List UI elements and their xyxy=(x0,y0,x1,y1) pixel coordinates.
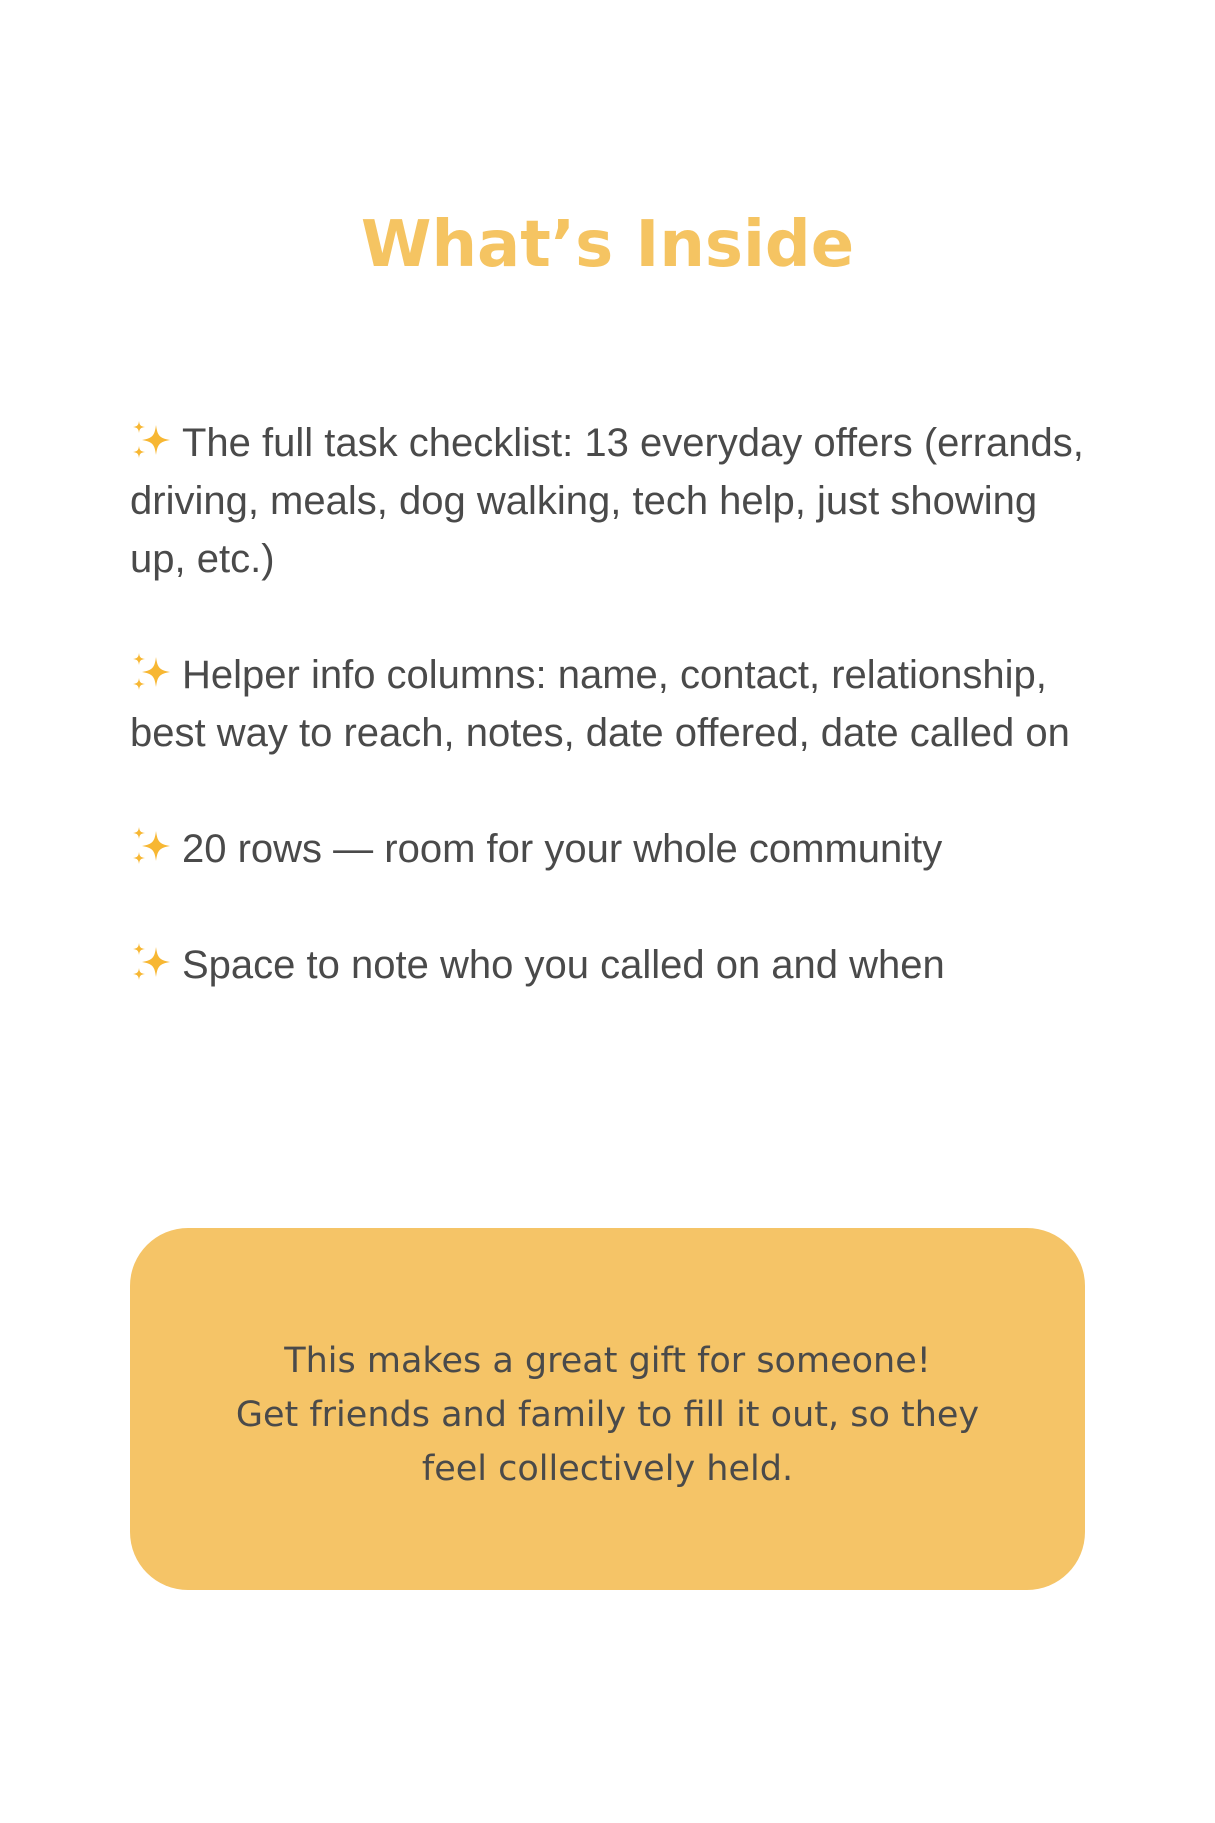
gift-callout xyxy=(130,1228,1085,1590)
gift-line: Get friends and family to fill it out, so they xyxy=(235,1395,980,1435)
feature-item xyxy=(130,414,1090,588)
feature-item xyxy=(130,820,1090,878)
feature-text: 20 rows — room for your whole community xyxy=(182,827,943,871)
feature-list xyxy=(130,414,1090,1052)
page-title: What’s Inside xyxy=(360,208,855,282)
feature-item xyxy=(130,936,1090,994)
sparkles-icon xyxy=(130,941,172,983)
feature-text: Helper info columns: name, contact, relationship, best way to reach, notes, date offered, date called on xyxy=(130,653,1070,755)
sparkles-icon xyxy=(130,651,172,693)
gift-line: This makes a great gift for someone! xyxy=(284,1341,931,1381)
gift-line: feel collectively held. xyxy=(421,1449,794,1489)
gift-message xyxy=(130,1334,1085,1496)
sparkles-icon xyxy=(130,419,172,461)
feature-item xyxy=(130,646,1090,762)
feature-text: Space to note who you called on and when xyxy=(182,943,945,987)
sparkles-icon xyxy=(130,825,172,867)
feature-text: The full task checklist: 13 everyday offers (errands, driving, meals, dog walking, tech help, just showing up, etc.) xyxy=(130,421,1084,581)
